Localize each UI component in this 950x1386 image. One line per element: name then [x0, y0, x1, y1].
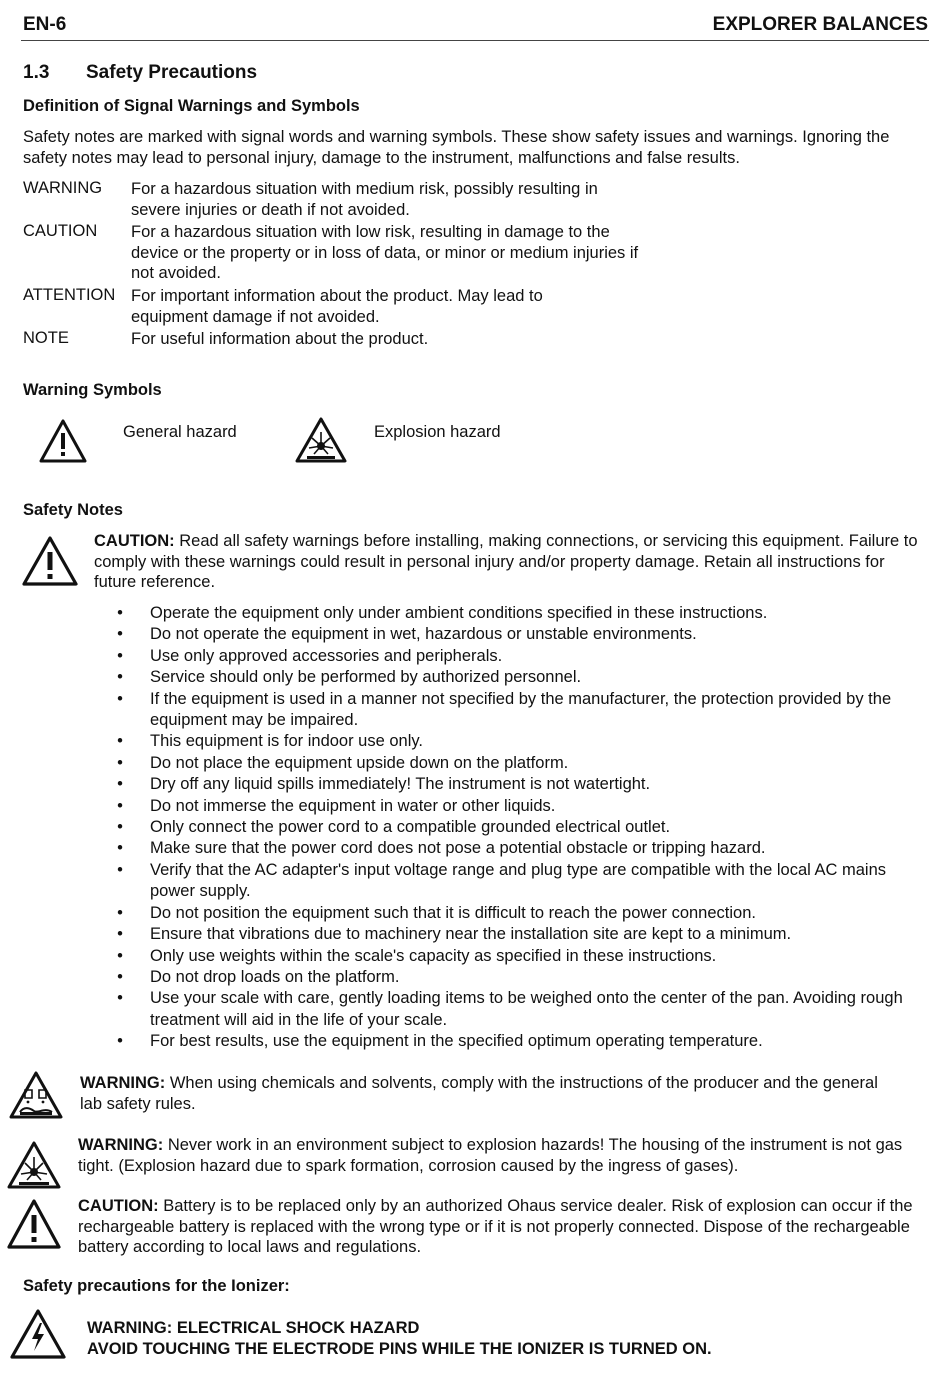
safety-caution-notice [94, 531, 924, 593]
bullet-glyph: • [117, 925, 123, 944]
battery-caution-notice [78, 1196, 938, 1258]
list-item [110, 988, 930, 1031]
bullet-text: Do not position the equipment such that it is difficult to reach the power connection. [150, 903, 756, 922]
definition-intro: Safety notes are marked with signal words and warning symbols. These show safety issues and warnings. Ignoring the safety notes may lead to personal injury, damage to the instrument, malfunctions and false results. [23, 128, 890, 167]
general-hazard-icon [21, 535, 79, 587]
electrical-hazard-icon [9, 1308, 67, 1360]
bullet-glyph: • [117, 753, 123, 772]
list-item [110, 753, 930, 774]
signal-def-caution: For a hazardous situation with low risk, resulting in damage to the device or the property or in loss of data, or minor or medium injuries if not avoided. [131, 223, 639, 282]
ionizer-warning-text: AVOID TOUCHING THE ELECTRODE PINS WHILE THE IONIZER IS TURNED ON. [87, 1340, 712, 1358]
bullet-glyph: • [117, 946, 123, 965]
explosion-hazard-icon [6, 1140, 62, 1190]
caution-text: Battery is to be replaced only by an authorized Ohaus service dealer. Risk of explosion can occur if the rechargeable battery is replaced with the wrong type or if it is not properly connected. Dispose of the rechargeable battery according to local laws and regulations. [78, 1197, 913, 1256]
section-title: Safety Precautions [86, 62, 258, 83]
list-item [110, 603, 930, 624]
list-item [110, 774, 930, 795]
bullet-glyph: • [117, 775, 123, 794]
warning-text: When using chemicals and solvents, comply with the instructions of the producer and the general lab safety rules. [80, 1074, 878, 1113]
bullet-text: For best results, use the equipment in the specified optimum operating temperature. [150, 1032, 763, 1051]
bullet-glyph: • [117, 967, 123, 986]
bullet-glyph: • [117, 689, 123, 708]
bullet-text: Only use weights within the scale's capacity as specified in these instructions. [150, 946, 717, 965]
warning-label: WARNING: [78, 1136, 164, 1154]
manual-title: EXPLORER BALANCES [712, 14, 928, 35]
signal-def-warning: For a hazardous situation with medium risk, possibly resulting in severe injuries or death if not avoided. [131, 180, 598, 219]
bullet-glyph: • [117, 796, 123, 815]
general-hazard-icon [6, 1198, 62, 1250]
explosion-warning-notice [78, 1135, 923, 1176]
list-item [110, 731, 930, 752]
signal-term-caution: CAUTION [23, 222, 98, 240]
bullet-text: If the equipment is used in a manner not specified by the manufacturer, the protection provided by the equipment may be impaired. [150, 689, 892, 730]
list-item [110, 946, 930, 967]
signal-term-warning: WARNING [23, 179, 103, 197]
bullet-text: Only connect the power cord to a compatible grounded electrical outlet. [150, 818, 671, 837]
ionizer-heading: Safety precautions for the Ionizer: [23, 1277, 290, 1295]
explosion-hazard-icon [294, 416, 348, 464]
bullet-text: This equipment is for indoor use only. [150, 732, 423, 751]
bullet-text: Operate the equipment only under ambient conditions specified in these instructions. [150, 604, 768, 622]
bullet-glyph: • [117, 668, 123, 687]
list-item [110, 903, 930, 924]
bullet-text: Make sure that the power cord does not pose a potential obstacle or tripping hazard. [150, 839, 766, 858]
safety-bullet-list [110, 603, 930, 1053]
caution-label: CAUTION: [78, 1197, 159, 1215]
list-item [110, 860, 930, 903]
signal-term-attention: ATTENTION [23, 286, 116, 304]
bullet-text: Do not immerse the equipment in water or other liquids. [150, 796, 556, 815]
bullet-text: Do not drop loads on the platform. [150, 967, 400, 986]
list-item [110, 624, 930, 645]
list-item [110, 817, 930, 838]
bullet-glyph: • [117, 625, 123, 644]
list-item [110, 689, 930, 732]
warning-symbols-heading: Warning Symbols [23, 381, 162, 399]
bullet-text: Ensure that vibrations due to machinery near the installation site are kept to a minimum. [150, 925, 792, 944]
bullet-glyph: • [117, 604, 123, 622]
bullet-glyph: • [117, 989, 123, 1008]
explosion-hazard-label: Explosion hazard [374, 423, 501, 441]
bullet-glyph: • [117, 839, 123, 858]
header-divider [21, 40, 929, 41]
bullet-glyph: • [117, 860, 123, 879]
signal-term-note: NOTE [23, 329, 69, 347]
corrosive-hazard-icon [8, 1070, 64, 1120]
bullet-glyph: • [117, 732, 123, 751]
caution-label: CAUTION: [94, 532, 175, 550]
general-hazard-icon [38, 418, 88, 464]
warning-text: Never work in an environment subject to explosion hazards! The housing of the instrument is not gas tight. (Explosion hazard due to spark formation, corrosion caused by the ingress of gases). [78, 1136, 903, 1175]
bullet-glyph: • [117, 903, 123, 922]
warning-label: WARNING: [80, 1074, 166, 1092]
list-item [110, 967, 930, 988]
bullet-text: Use your scale with care, gently loading items to be weighed onto the center of the pan. Avoiding rough treatment will aid in the life of your scale. [150, 989, 903, 1029]
bullet-glyph: • [117, 818, 123, 837]
bullet-text: Do not place the equipment upside down on the platform. [150, 753, 569, 772]
caution-text: Read all safety warnings before installing, making connections, or servicing this equipment. Failure to comply with these warnings could result in personal injury and/or property damage. Retain all instructions for future reference. [94, 532, 918, 591]
list-item [110, 1031, 930, 1052]
list-item [110, 667, 930, 688]
bullet-text: Dry off any liquid spills immediately! The instrument is not watertight. [150, 775, 651, 794]
signal-def-attention: For important information about the product. May lead to equipment damage if not avoided. [131, 287, 543, 326]
bullet-text: Service should only be performed by authorized personnel. [150, 668, 582, 687]
list-item [110, 838, 930, 859]
bullet-glyph: • [117, 1032, 123, 1051]
safety-notes-heading: Safety Notes [23, 501, 123, 519]
page-number: EN-6 [23, 14, 67, 35]
bullet-text: Do not operate the equipment in wet, hazardous or unstable environments. [150, 625, 697, 644]
list-item [110, 924, 930, 945]
section-number: 1.3 [23, 62, 50, 83]
bullet-text: Verify that the AC adapter's input voltage range and plug type are compatible with the local AC mains power supply. [150, 860, 887, 901]
list-item [110, 796, 930, 817]
general-hazard-label: General hazard [123, 423, 237, 441]
chemicals-warning-notice [80, 1073, 900, 1114]
bullet-glyph: • [117, 646, 123, 665]
bullet-text: Use only approved accessories and peripherals. [150, 646, 503, 665]
ionizer-warning-title: WARNING: ELECTRICAL SHOCK HAZARD [87, 1319, 420, 1337]
list-item [110, 646, 930, 667]
definition-heading: Definition of Signal Warnings and Symbols [23, 97, 360, 115]
signal-def-note: For useful information about the product. [131, 330, 429, 348]
